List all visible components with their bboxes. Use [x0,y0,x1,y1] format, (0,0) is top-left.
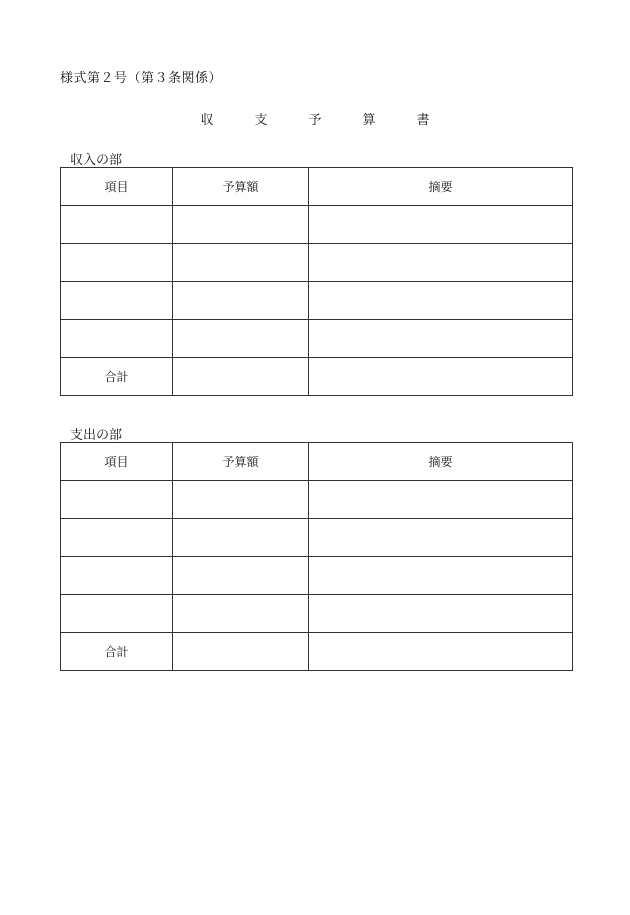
income-item-cell[interactable] [61,320,173,358]
expense-header-row [61,443,573,481]
expense-item-cell[interactable] [61,481,173,519]
income-notes-cell[interactable] [309,282,573,320]
income-amount-cell[interactable] [173,320,309,358]
table-row [61,481,573,519]
table-row [61,595,573,633]
expense-item-cell[interactable] [61,557,173,595]
income-section-label: 収入の部 [70,153,123,168]
income-amount-cell[interactable] [173,206,309,244]
table-row [61,557,573,595]
expense-amount-cell[interactable] [173,519,309,557]
expense-total-amount-cell[interactable] [173,633,309,671]
income-notes-cell[interactable] [309,244,573,282]
expense-header-amount: 予算額 [173,443,309,481]
expense-amount-cell[interactable] [173,595,309,633]
expense-notes-cell[interactable] [309,519,573,557]
form-number: 様式第２号（第３条関係） [60,71,223,86]
table-row [61,282,573,320]
income-notes-cell[interactable] [309,320,573,358]
income-item-cell[interactable] [61,282,173,320]
income-notes-cell[interactable] [309,206,573,244]
table-row [61,320,573,358]
income-total-label: 合計 [61,358,173,396]
expense-header-item: 項目 [61,443,173,481]
expense-amount-cell[interactable] [173,557,309,595]
income-total-row [61,358,573,396]
expense-item-cell[interactable] [61,595,173,633]
table-row [61,519,573,557]
income-header-amount: 予算額 [173,168,309,206]
income-table [60,167,573,396]
expense-total-row [61,633,573,671]
expense-total-label: 合計 [61,633,173,671]
expense-section-label: 支出の部 [70,428,123,443]
expense-amount-cell[interactable] [173,481,309,519]
income-item-cell[interactable] [61,244,173,282]
expense-table [60,442,573,671]
income-header-row [61,168,573,206]
income-item-cell[interactable] [61,206,173,244]
expense-total-notes-cell[interactable] [309,633,573,671]
income-header-notes: 摘要 [309,168,573,206]
income-total-notes-cell[interactable] [309,358,573,396]
income-total-amount-cell[interactable] [173,358,309,396]
document-title: 収 支 予 算 書 [200,113,444,128]
expense-notes-cell[interactable] [309,557,573,595]
income-amount-cell[interactable] [173,244,309,282]
table-row [61,244,573,282]
income-amount-cell[interactable] [173,282,309,320]
income-header-item: 項目 [61,168,173,206]
expense-notes-cell[interactable] [309,595,573,633]
expense-notes-cell[interactable] [309,481,573,519]
table-row [61,206,573,244]
expense-header-notes: 摘要 [309,443,573,481]
expense-item-cell[interactable] [61,519,173,557]
